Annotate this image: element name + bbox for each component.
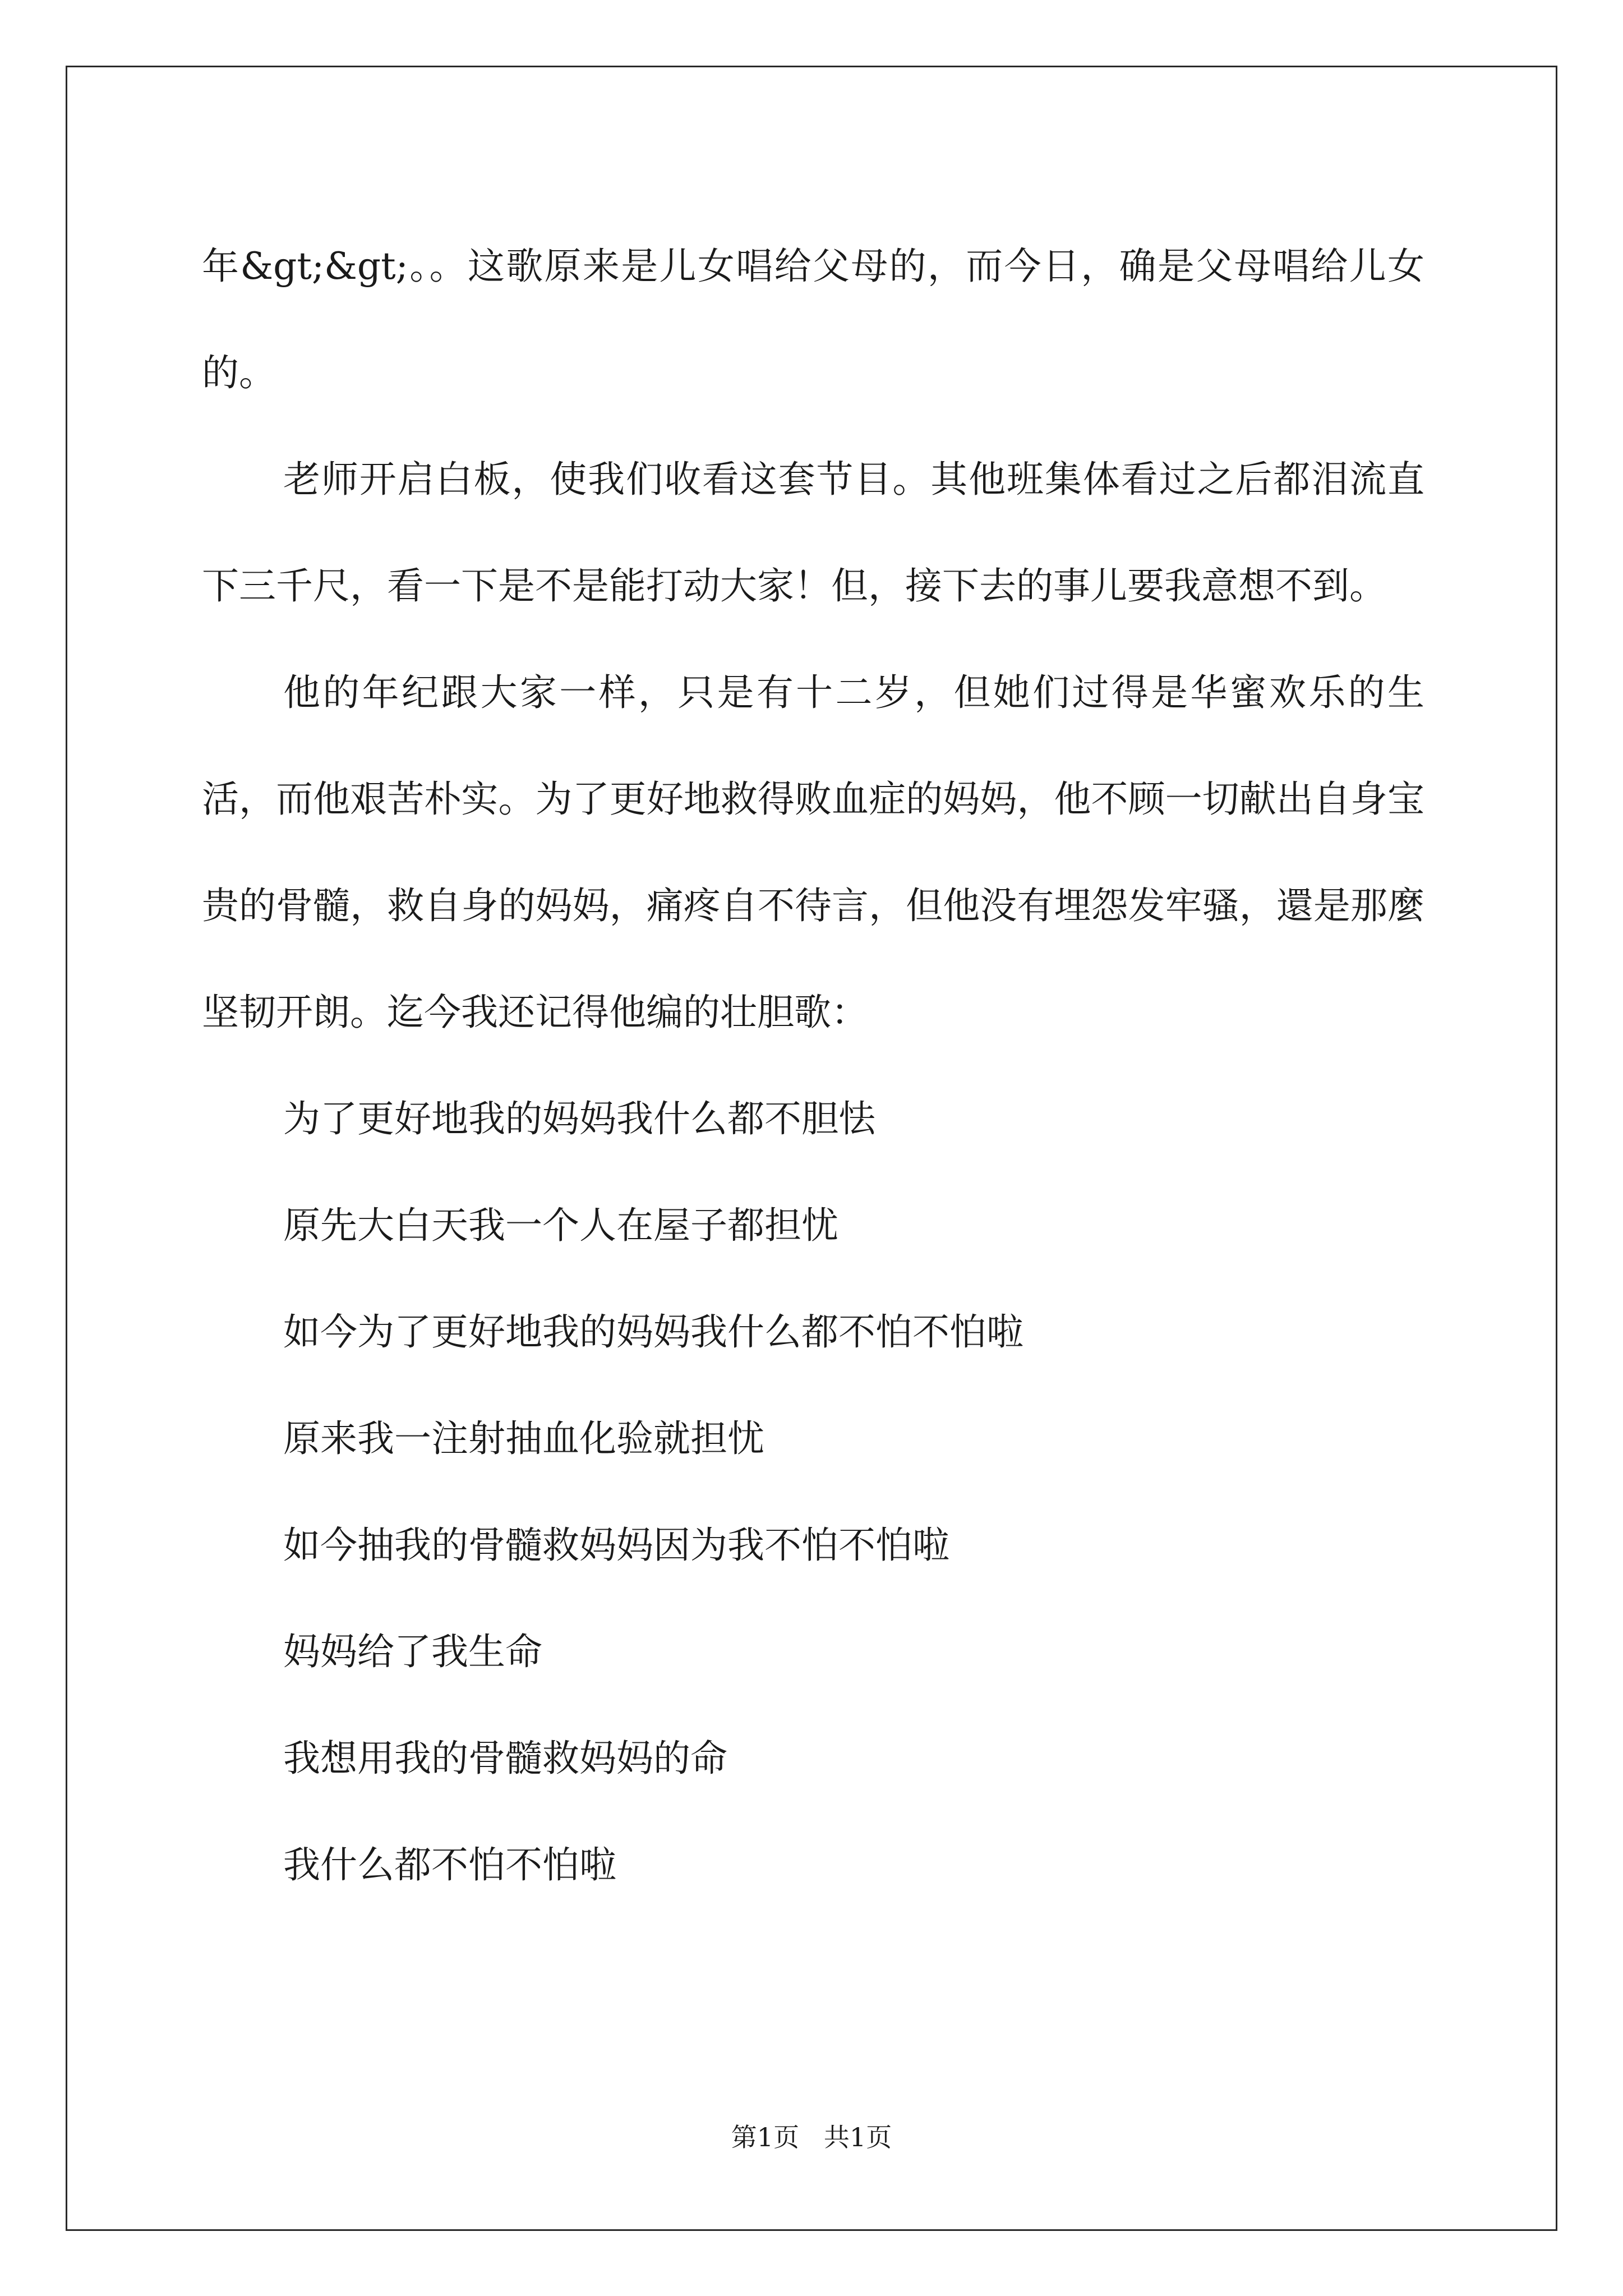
- paragraph-1: 年&gt;&gt;。。这歌原来是儿女唱给父母的，而今日，确是父母唱给儿女的。: [202, 245, 1424, 394]
- document-body: [202, 213, 1424, 1918]
- verse-line: 我什么都不怕不怕啦: [283, 1843, 616, 1887]
- verse-line: 我想用我的骨髓救妈妈的命: [283, 1737, 727, 1780]
- verse-line: 如今抽我的骨髓救妈妈因为我不怕不怕啦: [283, 1524, 949, 1567]
- verse-line: 为了更好地我的妈妈我什么都不胆怯: [283, 1097, 875, 1140]
- verse-line: 妈妈给了我生命: [283, 1630, 542, 1673]
- paragraph-2: 老师开启白板，使我们收看这套节目。其他班集体看过之后都泪流直下三千尺，看一下是不是能打动大家！但，接下去的事儿要我意想不到。: [202, 458, 1424, 608]
- verse-line: 原来我一注射抽血化验就担忧: [283, 1417, 764, 1460]
- verse-line: 如今为了更好地我的妈妈我什么都不怕不怕啦: [283, 1310, 1023, 1354]
- verse-line: 原先大白天我一个人在屋子都担忧: [283, 1204, 838, 1247]
- paragraph-3: 他的年纪跟大家一样，只是有十二岁，但她们过得是华蜜欢乐的生活，而他艰苦朴实。为了更好地救得败血症的妈妈，他不顾一切献出自身宝贵的骨髓，救自身的妈妈，痛疼自不待言，但他没有埋怨发牢骚，還是那麼坚韧开朗。迄今我还记得他编的壮胆歌：: [202, 671, 1424, 1034]
- page-footer: 第1页 共1页: [731, 2122, 892, 2152]
